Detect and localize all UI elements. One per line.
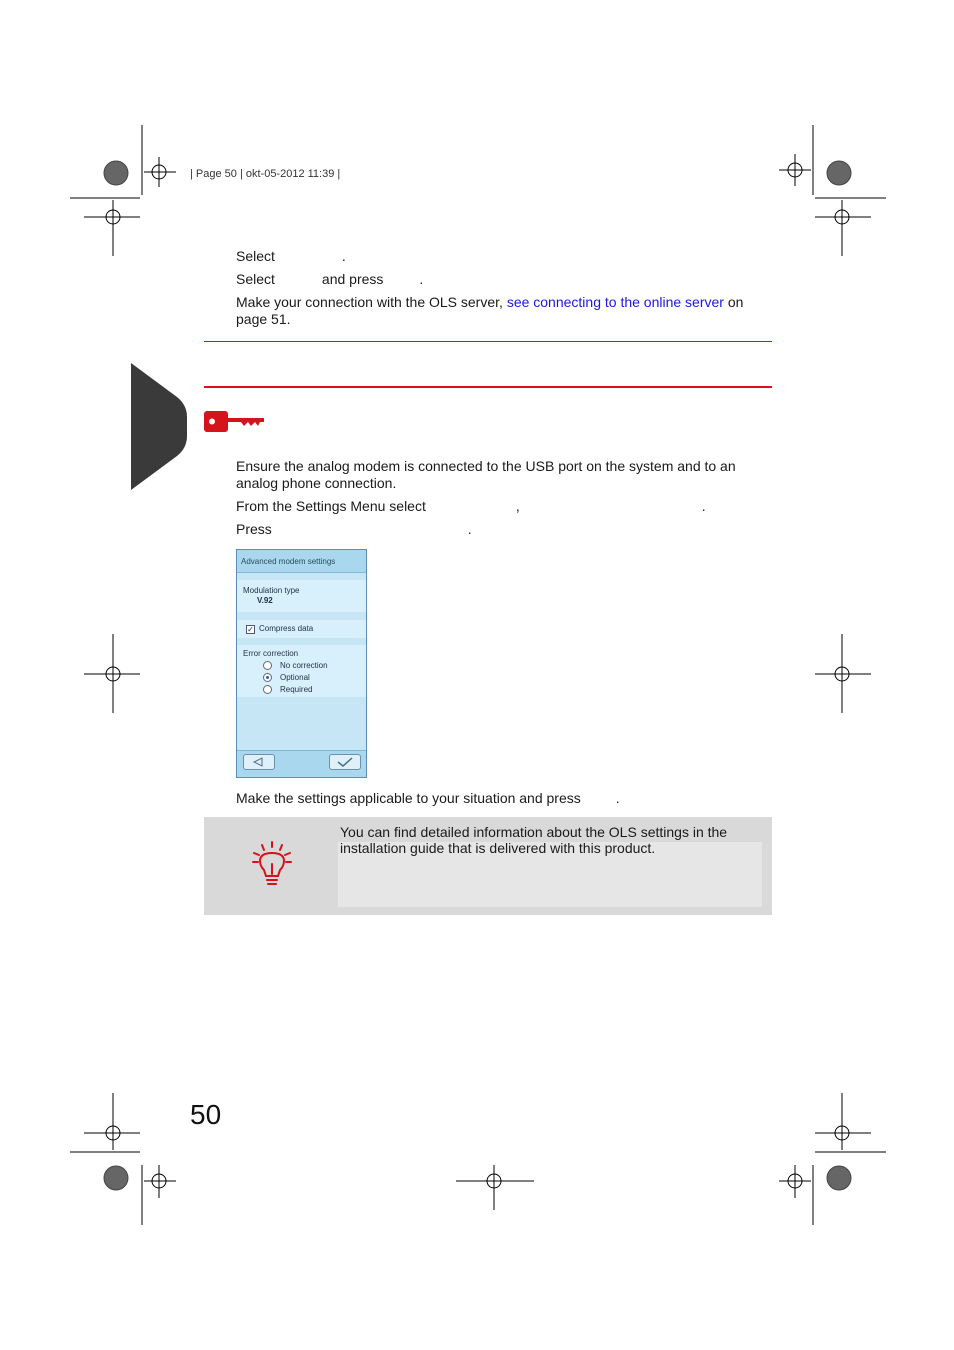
option-optional: Optional — [280, 673, 310, 682]
section-divider — [204, 341, 772, 342]
online-server-link[interactable]: see connecting to the online server — [506, 294, 724, 310]
apply-settings-step: Make the settings applicable to your situation and press . — [236, 790, 620, 806]
ensure-text-1: Ensure the analog modem is connected to the USB port on the system and to an — [236, 458, 736, 474]
press-step: Press . — [236, 521, 472, 537]
step-select-2: Select and press . — [236, 271, 424, 287]
key-icon — [204, 410, 266, 433]
option-required: Required — [280, 685, 313, 694]
ensure-text-2: analog phone connection. — [236, 475, 397, 491]
settings-menu-step: From the Settings Menu select , . — [236, 498, 706, 514]
page-number: 50 — [190, 1099, 222, 1130]
note-text-2: installation guide that is delivered with this product. — [340, 840, 656, 856]
step-connect-page: page 51. — [236, 311, 291, 327]
modulation-value: V.92 — [257, 596, 273, 605]
advanced-modem-settings-screen — [236, 549, 367, 778]
print-header: | Page 50 | okt-05-2012 11:39 | — [190, 168, 341, 180]
step-select-1: Select . — [236, 248, 346, 264]
note-text-1: You can find detailed information about the OLS settings in the — [340, 824, 728, 840]
compress-checkbox[interactable]: ✓ — [247, 625, 254, 634]
screen-title: Advanced modem settings — [241, 557, 336, 566]
section-title-rule — [204, 386, 772, 388]
compress-label: Compress data — [259, 624, 314, 633]
step-connect: Make your connection with the OLS server, see connecting to the online server on — [236, 294, 744, 310]
ok-button[interactable] — [329, 754, 361, 770]
modulation-label: Modulation type — [243, 586, 300, 595]
back-button[interactable] — [243, 754, 275, 770]
chapter-tab — [131, 363, 187, 490]
option-no-correction: No correction — [280, 661, 328, 670]
radio-no-correction[interactable] — [263, 661, 272, 670]
error-correction-label: Error correction — [243, 649, 299, 658]
radio-optional[interactable] — [263, 673, 272, 682]
back-arrow-icon — [244, 755, 274, 769]
radio-required[interactable] — [263, 685, 272, 694]
lightbulb-icon — [251, 840, 293, 890]
checkmark-icon — [330, 755, 360, 769]
